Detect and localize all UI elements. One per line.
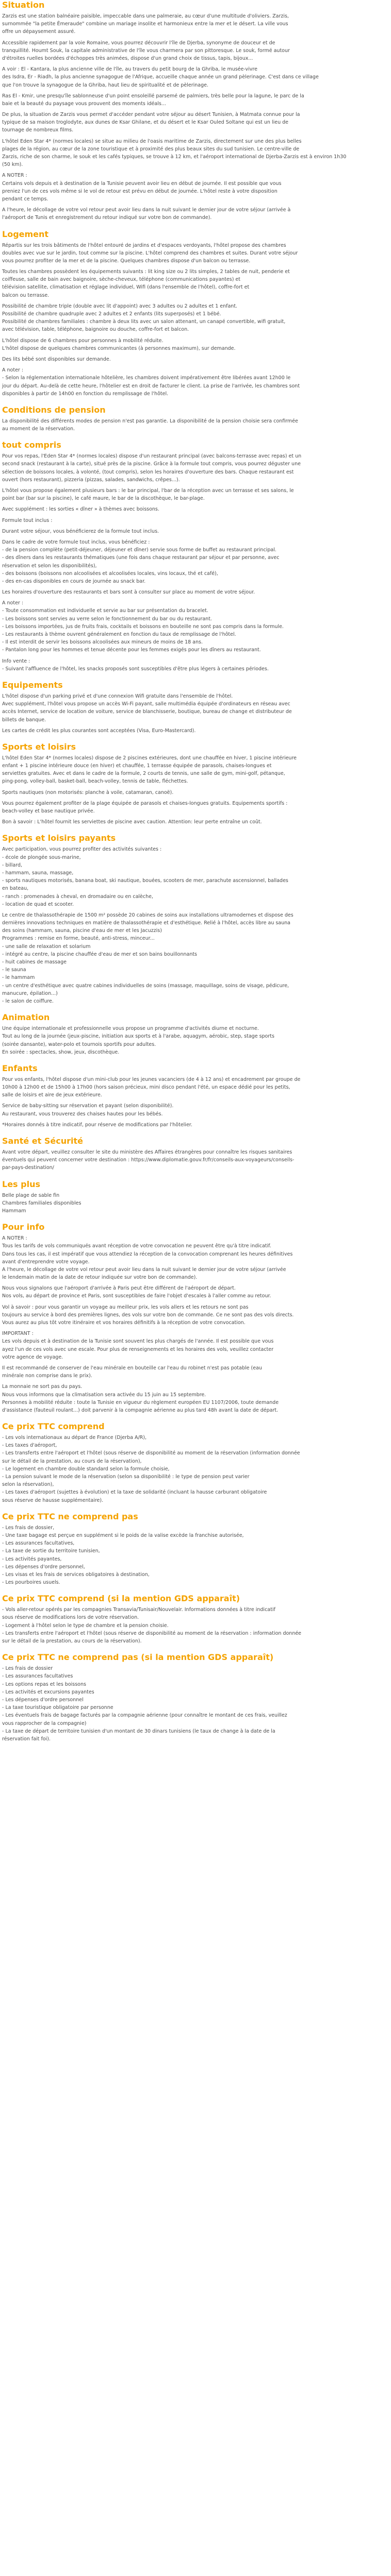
paragraph-line: en bateau, xyxy=(2,886,29,892)
section-paragraph xyxy=(2,1192,389,1215)
paragraph-line: Vous aurez au plus tôt votre itinéraire et vos horaires définitifs à la réception de votre convocation. xyxy=(2,1320,246,1326)
paragraph-line: télévision satellite, climatisation et réglage individuel, Wifi (dans l'ensemble de l'hôtel), coffre-fort et xyxy=(2,284,250,291)
paragraph-line: ayez l'un de ces vols avec une escale. Pour plus de renseignements et les horaires des vols, veuillez contacter xyxy=(2,1346,274,1352)
paragraph-line: - Les assurances facultatives xyxy=(2,1673,73,1680)
paragraph-line: des Isdra, Er - Riadh, la plus ancienne synagogue de l'Afrique, accueille chaque année un grand pèlerinage. C'est dans ce village xyxy=(2,74,319,80)
paragraph-line: - le hammam xyxy=(2,975,35,981)
paragraph-line: - location de quad et scooter. xyxy=(2,901,74,907)
paragraph-line: Nous vous informons que la climatisation sera activée du 15 juin au 15 septembre. xyxy=(2,1392,206,1398)
section-paragraph xyxy=(2,1234,389,1281)
paragraph-line: - ranch : promenades à cheval, en dromadaire ou en calèche, xyxy=(2,893,153,900)
section-title: Conditions de pension xyxy=(2,404,106,415)
paragraph-line: Possibilité de chambre triple (double avec lit d'appoint) avec 3 adultes ou 2 adultes et 1 enfant. xyxy=(2,303,238,309)
paragraph-line: - de la pension complète (petit-déjeuner, déjeuner et dîner) servie sous forme de buffet au restaurant principal. xyxy=(2,547,276,553)
paragraph-line: par-pays-destination/ xyxy=(2,1165,54,1171)
paragraph-line: Les vols depuis et à destination de la Tunisie sont souvent les plus chargés de l'année. Il est possible que vous xyxy=(2,1338,274,1345)
paragraph-line: Hammam xyxy=(2,1208,26,1214)
paragraph-line: surnommée "la petite Émeraude" combine un mariage insolite et harmonieux entre la mer et le désert. La ville vous xyxy=(2,21,288,27)
section-paragraph xyxy=(2,337,389,352)
paragraph-line: - Toute consommation est individuelle et servie au bar sur présentation du bracelet. xyxy=(2,608,208,614)
paragraph-line: Possibilité de chambre quadruple avec 2 adultes et 2 enfants (lits superposés) et 1 bébé. xyxy=(2,311,221,317)
paragraph-line: - Les pourboires usuels. xyxy=(2,1580,60,1586)
section-paragraph xyxy=(2,1102,389,1117)
paragraph-line: salle de loisirs et aire de jeux extérieure. xyxy=(2,1092,102,1098)
paragraph-line: Certains vols depuis et à destination de la Tunisie peuvent avoir lieu en début de journée. Il est possible que vous xyxy=(2,180,282,187)
paragraph-line: Avec supplément, l'hôtel vous propose un accès Wi-Fi payant, salle multimédia équipée d'ordinateurs en réseau avec xyxy=(2,701,290,707)
paragraph-line: - Les transferts entre l'aéroport et l'hôtel (sous réserve de disponibilité au moment de la réservation (information donnée xyxy=(2,1450,300,1456)
paragraph-line: - un centre d'esthétique avec quatre cabines individuelles de soins (massage, maquillage, soins de visage, pédicure, xyxy=(2,982,289,989)
section-title: Situation xyxy=(2,0,45,10)
paragraph-line: - La pension suivant le mode de la réservation (selon sa disponibilité : le type de pension peut varier xyxy=(2,1474,250,1480)
paragraph-line: ping-pong, volley-ball, basket-ball, beach-volley, tennis de table, fléchettes. xyxy=(2,778,188,785)
paragraph-line: - huit cabines de massage xyxy=(2,959,67,965)
paragraph-line: votre agence de voyage. xyxy=(2,1354,63,1360)
paragraph-line: A voir : El - Kantara, la plus ancienne ville de l'île, au travers du petit bourg de la Ghriba, le musée-vivre xyxy=(2,66,257,73)
paragraph-line: - Les visas et les frais de services obligatoires à destination, xyxy=(2,1571,150,1578)
paragraph-line: Pour vos repas, l'Eden Star 4* (normes locales) dispose d'un restaurant principal (avec balcons-terrasse avec repas) et un xyxy=(2,453,302,460)
paragraph-line: Personnes à mobilité réduite : toute la Tunisie en vigueur du règlement européen EU 1107/2006, toute demande xyxy=(2,1399,279,1405)
section-paragraph xyxy=(2,39,389,63)
section-paragraph xyxy=(2,1303,389,1327)
paragraph-line: toujours au service à bord des premières lignes, des vols sur votre bon de commande. Ce ne sont pas des vols directs. xyxy=(2,1312,294,1318)
section-paragraph xyxy=(2,487,389,502)
paragraph-line: billets de banque. xyxy=(2,717,46,723)
section-paragraph xyxy=(2,789,389,796)
paragraph-line: beach-volley et base nautique privée. xyxy=(2,808,95,814)
paragraph-line: accès Internet, service de location de voiture, service de blanchisserie, boutique, bureau de change et distributeur de xyxy=(2,709,292,715)
paragraph-line: sous réserve de modifications lors de votre réservation. xyxy=(2,1615,139,1621)
paragraph-line: - Les options repas et les boissons xyxy=(2,1681,86,1687)
section-title: Sports et loisirs payants xyxy=(2,833,116,843)
section-paragraph xyxy=(2,138,389,169)
paragraph-line: Avant votre départ, veuillez consulter le site du ministère des Affaires étrangères pour connaître les risques sanitaires xyxy=(2,1149,292,1155)
section-title: Animation xyxy=(2,1012,50,1023)
section-paragraph xyxy=(2,452,389,484)
paragraph-line: second snack (restaurant à la carte), situé près de la piscine. Grâce à la formule tout compris, vous pourrez déguster une xyxy=(2,461,301,467)
paragraph-line: au moment de la réservation. xyxy=(2,426,75,432)
paragraph-line: jour du départ. Au-delà de cette heure, l'hôtelier est en droit de facturer le client. La prise de l'arrivée, les chambres sont xyxy=(2,383,300,389)
paragraph-line: Bon à savoir : L'hôtel fournit les serviettes de piscine avec caution. Attention: leur perte entraîne un coût. xyxy=(2,819,262,825)
paragraph-line: - La taxe de sortie du territoire tunisien, xyxy=(2,1548,100,1554)
paragraph-line: Durant votre séjour, vous bénéficierez de la formule tout inclus. xyxy=(2,528,159,534)
paragraph-line: - Les transferts entre l'aéroport et l'hôtel (sous réserve de disponibilité au moment de la réservation : information donnée xyxy=(2,1630,302,1636)
paragraph-line: selon la réservation), xyxy=(2,1482,54,1488)
paragraph-line: ouvert (hors restaurant), pizzeria (pizzas, salades, sandwichs, crêpes...). xyxy=(2,477,180,483)
section-title: Santé et Sécurité xyxy=(2,1136,83,1146)
section-paragraph xyxy=(2,692,389,724)
paragraph-line: - des en-cas disponibles en cours de journée au snack bar. xyxy=(2,578,146,584)
section-title: Ce prix TTC comprend xyxy=(2,1421,105,1432)
section-paragraph xyxy=(2,111,389,134)
paragraph-line: - La taxe de départ de territoire tunisien d'un montant de 30 dinars tunisiens (le taux de change à la date de la xyxy=(2,1728,275,1734)
section-title: Enfants xyxy=(2,1063,38,1073)
section-paragraph xyxy=(2,92,389,108)
paragraph-line: Répartis sur les trois bâtiments de l'hôtel entouré de jardins et d'espaces verdoyants, l'hôtel propose des chambres xyxy=(2,242,286,248)
section-paragraph xyxy=(2,1121,389,1129)
section-paragraph xyxy=(2,65,389,89)
section-title: Ce prix TTC comprend (si la mention GDS apparaît) xyxy=(2,1594,240,1604)
paragraph-line: - Les dépenses d'ordre personnel, xyxy=(2,1564,85,1570)
paragraph-line: - le sauna xyxy=(2,967,26,973)
paragraph-line: Info vente : xyxy=(2,658,30,664)
paragraph-line: Toutes les chambres possèdent les équipements suivants : lit king size ou 2 lits simples, 2 tables de nuit, penderie et xyxy=(2,269,290,275)
paragraph-line: - Selon la réglementation internationale hôtelière, les chambres doivent impérativement être libérées avant 12h00 le xyxy=(2,375,291,381)
paragraph-line: - Les taxes d'aéroport (sujettes à évolution) et la taxe de solidarité (incluant la hausse carburant obligatoire xyxy=(2,1489,267,1496)
paragraph-line: plages de la région, au cœur de la zone touristique et à proximité des plus beaux sites du sud tunisien. Le centre-ville de xyxy=(2,146,300,152)
paragraph-line: 10h00 à 12h00 et de 15h00 à 17h00 (hors saison précieux, mini disco pendant l'été, un espace dédié pour les petits, xyxy=(2,1084,290,1091)
paragraph-line: Ras El - Kmir, une presqu'île sablonneuse d'un point ensoleillé parsemé de palmiers, très belle pour la lagune, le parc de la xyxy=(2,93,304,99)
paragraph-line: - billard, xyxy=(2,862,23,868)
paragraph-line: sous réserve de hausse supplémentaire). xyxy=(2,1497,104,1503)
paragraph-line: - des boissons (boissons non alcoolisées et alcoolisées locales, vins locaux, thé et café), xyxy=(2,570,218,577)
paragraph-line: serviettes gratuites. Avec et dans le cadre de la formule, 2 courts de tennis, une salle de gym, mini-golf, pétanque, xyxy=(2,771,285,777)
paragraph-line: avant d'entreprendre votre voyage. xyxy=(2,1259,90,1265)
paragraph-line: - Les frais de dossier, xyxy=(2,1524,55,1531)
paragraph-line: - le salon de coiffure. xyxy=(2,998,54,1004)
section-paragraph xyxy=(2,1434,389,1504)
section-title: Sports et loisirs xyxy=(2,741,76,752)
section-paragraph xyxy=(2,268,389,299)
paragraph-line: le lendemain matin de la date de retour indiquée sur votre bon de commande). xyxy=(2,1275,198,1281)
section-paragraph xyxy=(2,800,389,815)
section-title: Logement xyxy=(2,229,49,239)
paragraph-line: - Les boissons sont servies au verre selon le fonctionnement du bar ou du restaurant. xyxy=(2,616,212,622)
paragraph-line: Les cartes de crédit les plus courantes sont acceptées (Visa, Euro-Mastercard). xyxy=(2,727,196,734)
paragraph-line: disponibles à partir de 14h00 en fonction du remplissage de l'hôtel. xyxy=(2,391,169,397)
paragraph-line: - Logement à l'hôtel selon le type de chambre et la pension choisie. xyxy=(2,1622,169,1629)
paragraph-line: Au restaurant, vous trouverez des chaises hautes pour les bébés. xyxy=(2,1111,163,1117)
paragraph-line: Zarzis est une station balnéaire paisible, impeccable dans une palmeraie, au cœur d'une multitude d'oliviers. Zarzis, xyxy=(2,13,289,19)
section-paragraph xyxy=(2,417,389,433)
paragraph-line: balcon ou terrasse. xyxy=(2,292,50,298)
paragraph-line: Le centre de thalassothérapie de 1500 m² possède 20 cabines de soins aux installations ultramodernes et dispose des xyxy=(2,912,294,918)
paragraph-line: doubles avec vue sur le jardin, tout comme sur la piscine. L'hôtel comprend des chambres et suites. Durant votre séjour xyxy=(2,250,298,256)
paragraph-line: manucure, épilation...) xyxy=(2,990,58,996)
paragraph-line: Sports nautiques (non motorisés: planche à voile, catamaran, canoë). xyxy=(2,789,174,795)
paragraph-line: - Les boissons importées, jus de fruits frais, cocktails et boissons en bouteille ne sont pas compris dans la formule. xyxy=(2,623,284,630)
section-paragraph xyxy=(2,727,389,735)
paragraph-line: Vol à savoir : pour vous garantir un voyage au meilleur prix, les vols allers et les retours ne sont pas xyxy=(2,1304,249,1310)
paragraph-line: l'aéroport de Tunis et enregistrement du retour indiqué sur votre bon de commande). xyxy=(2,215,212,221)
paragraph-line: Il est recommandé de conserver de l'eau minérale en bouteille car l'eau du robinet n'est pas potable (eau xyxy=(2,1365,262,1371)
paragraph-line: (50 km). xyxy=(2,162,23,168)
paragraph-line: d'assistance (fauteuil roulant...) doit parvenir à la compagnie aérienne au plus tard 48h avant la date de départ. xyxy=(2,1407,279,1413)
paragraph-line: L'hôtel dispose de quelques chambres communicantes (à personnes maximum), sur demande. xyxy=(2,345,236,351)
paragraph-line: Nous vous signalons que l'aéroport d'arrivée à Paris peut être différent de l'aéroport de départ. xyxy=(2,1285,236,1292)
paragraph-line: L'hôtel vous propose également plusieurs bars : le bar principal, l'bar de la réception avec un terrasse et ses salons, le xyxy=(2,488,294,494)
paragraph-line: vous rapprocher de la compagnie) xyxy=(2,1720,87,1726)
paragraph-line: éventuels qui peuvent concerner votre destination : https://www.diplomatie.gouv.fr/fr/conseils-aux-voyageurs/conseils- xyxy=(2,1157,295,1163)
paragraph-line: Des lits bébé sont disponibles sur demande. xyxy=(2,356,111,362)
section-paragraph xyxy=(2,599,389,654)
section-title: Ce prix TTC ne comprend pas xyxy=(2,1511,138,1521)
section-paragraph xyxy=(2,172,389,203)
paragraph-line: Service de baby-sitting sur réservation et payant (selon disponibilité). xyxy=(2,1103,174,1109)
paragraph-line: A NOTER : xyxy=(2,1235,27,1242)
section-paragraph xyxy=(2,1665,389,1743)
paragraph-line: Possibilité de chambres familiales : chambre à deux lits avec un salon attenant, un canapé convertible, wifi gratuit, xyxy=(2,319,286,325)
section-title: Les plus xyxy=(2,1179,40,1189)
paragraph-line: L'hôtel Eden Star 4* (normes locales) dispose de 2 piscines extérieures, dont une chauffée en hiver, 1 piscine intérieure xyxy=(2,755,297,761)
section-paragraph xyxy=(2,538,389,585)
paragraph-line: - Vols aller-retour opérés par les compagnies Transavia/Tunisair/Nouvelair. Informations données à titre indicatif xyxy=(2,1607,275,1613)
paragraph-line: minérale non comprise dans le prix). xyxy=(2,1373,92,1379)
section-paragraph xyxy=(2,517,389,524)
section-paragraph xyxy=(2,1364,389,1380)
paragraph-line: L'hôtel dispose d'un parking privé et d'une connexion Wifi gratuite dans l'ensemble de l'hôtel. xyxy=(2,693,233,699)
section-paragraph xyxy=(2,366,389,398)
paragraph-line: - Les assurances facultatives, xyxy=(2,1540,75,1547)
paragraph-line: - Suivant l'affluence de l'hôtel, les snacks proposés sont susceptibles d'être plus légers à certaines périodes. xyxy=(2,666,269,672)
section-title: Equipements xyxy=(2,680,63,690)
paragraph-line: Tout au long de la journée (jeux-piscine, initiation aux sports et à l'arabe, aquagym, aérobic, step, stage sports xyxy=(2,1033,274,1040)
paragraph-line: Zarzis, riche de son charme, le souk et les cafés typiques, se trouve à 12 km, et l'aéroport international de Djerba-Zarzis est à environ 1h30 xyxy=(2,154,347,160)
paragraph-line: - Les frais de dossier xyxy=(2,1666,53,1672)
section-paragraph xyxy=(2,754,389,786)
paragraph-line: d'étroites ruelles bordées d'échoppes très animées, dispose d'un grand choix de tissus, tapis, bijoux... xyxy=(2,55,253,61)
paragraph-line: - école de plongée sous-marine, xyxy=(2,854,81,860)
paragraph-line: Belle plage de sable fin xyxy=(2,1192,60,1198)
paragraph-line: L'hôtel dispose de 6 chambres pour personnes à mobilité réduite. xyxy=(2,337,164,344)
paragraph-line: - La taxe touristique obligatoire par personne xyxy=(2,1705,113,1711)
section-paragraph xyxy=(2,1606,389,1645)
paragraph-line: Dans le cadre de votre formule tout inclus, vous bénéficiez : xyxy=(2,539,150,545)
section-paragraph xyxy=(2,1383,389,1414)
paragraph-line: pendant ce temps. xyxy=(2,196,48,202)
paragraph-line: IMPORTANT : xyxy=(2,1331,34,1337)
paragraph-line: - des dîners dans les restaurants thématiques (une fois dans chaque restaurant par séjour et par personne, avec xyxy=(2,555,280,561)
section-paragraph xyxy=(2,355,389,363)
paragraph-line: tranquillité. Houmt Souk, la capitale administrative de l'île vous charmera par son pittoresque. Le souk, formé autour xyxy=(2,47,290,54)
paragraph-line: Accessible rapidement par la voie Romaine, vous pourrez découvrir l'île de Djerba, synonyme de douceur et de xyxy=(2,40,275,46)
paragraph-line: typique de sa maison troglodyte, aux dunes de Ksar Ghilane, et du désert et le Ksar Ouled Soltane qui est un lieu de xyxy=(2,120,288,126)
section-paragraph xyxy=(2,911,389,1005)
section-paragraph xyxy=(2,12,389,36)
paragraph-line: - Les restaurants à thème ouvrent généralement en fonction du taux de remplissage de l'hôtel. xyxy=(2,632,236,637)
paragraph-line: réservation fait foi). xyxy=(2,1736,51,1742)
paragraph-line: Formule tout inclus : xyxy=(2,517,53,523)
section-title: Pour info xyxy=(2,1222,45,1232)
paragraph-line: En soirée : spectacles, show, jeux, discothèque. xyxy=(2,1049,120,1055)
paragraph-line: - Une taxe bagage est perçue en supplément si le poids de la valise excède la franchise autorisée, xyxy=(2,1532,244,1538)
paragraph-line: sélection de boissons locales, à volonté, (tout compris), selon les horaires d'ouverture des bars. Chaque restaurant est xyxy=(2,469,294,475)
paragraph-line: avec télévision, table, téléphone, baignoire ou douche, coffre-fort et balcon. xyxy=(2,327,189,333)
paragraph-line: - Les activités payantes, xyxy=(2,1556,62,1562)
section-title: Ce prix TTC ne comprend pas (si la mention GDS apparaît) xyxy=(2,1652,274,1663)
section-paragraph xyxy=(2,588,389,596)
paragraph-line: A l'heure, le décollage de votre vol retour peut avoir lieu dans la nuit suivant le dernier jour de votre séjour (arrivée à xyxy=(2,207,291,213)
paragraph-line: preniez l'un de ces vols même si le vol de retour est prévu en début de journée. L'hôtel reste à votre disposition xyxy=(2,188,278,194)
paragraph-line: - Il est interdit de servir les boissons alcoolisées aux mineurs de moins de 18 ans. xyxy=(2,639,203,646)
paragraph-line: *Horaires donnés à titre indicatif, pour réserve de modifications par l'hôtelier. xyxy=(2,1122,192,1128)
section-paragraph xyxy=(2,1148,389,1172)
paragraph-line: dernières innovations techniques en matière de thalassothérapie et d'esthétique. Relié à l'hôtel, accès libre au sauna xyxy=(2,920,290,926)
paragraph-line: Dans tous les cas, il est impératif que vous attendiez la réception de la convocation comprenant les heures définitives xyxy=(2,1251,293,1257)
paragraph-line: L'hôtel Eden Star 4* (normes locales) se situe au milieu de l'oasis maritime de Zarzis, directement sur une des plus belles xyxy=(2,138,302,144)
paragraph-line: - Pantalon long pour les hommes et tenue décente pour les femmes exigés pour les dîners au restaurant. xyxy=(2,647,261,653)
paragraph-line: des soins (hammam, sauna, piscine d'eau de mer et les Jacuzzis) xyxy=(2,928,162,934)
paragraph-line: A NOTER : xyxy=(2,173,27,179)
paragraph-line: - Les taxes d'aéroport, xyxy=(2,1443,57,1449)
paragraph-line: coiffeuse, salle de bain avec baignoire, sèche-cheveux, téléphone (communications payantes) et xyxy=(2,277,240,283)
paragraph-line: Programmes : remise en forme, beauté, anti-stress, minceur... xyxy=(2,936,155,942)
section-paragraph xyxy=(2,657,389,673)
section-paragraph xyxy=(2,818,389,826)
paragraph-line: Une équipe internationale et professionnelle vous propose un programme d'activités diurne et nocturne. xyxy=(2,1026,259,1032)
section-paragraph xyxy=(2,528,389,535)
paragraph-line: Avec supplément : les sorties « dîner » à thèmes avec boissons. xyxy=(2,506,159,513)
paragraph-line: - hammam, sauna, massage, xyxy=(2,870,74,876)
paragraph-line: Tous les tarifs de vols communiqués avant réception de votre convocation ne peuvent être qu'à titre indicatif. xyxy=(2,1243,271,1249)
paragraph-line: (soirée dansante), water-polo et tournois sportifs pour adultes. xyxy=(2,1041,156,1047)
paragraph-line: enfant + 1 piscine intérieure douce (en hiver) et chauffée, 1 terrasse équipée de parasols, chaises-longues et xyxy=(2,763,272,769)
paragraph-line: que l'on trouve la synagogue de la Ghriba, haut lieu de spiritualité et de pèlerinage. xyxy=(2,82,209,88)
section-paragraph xyxy=(2,505,389,513)
paragraph-line: Avec participation, vous pourrez profiter des activités suivantes : xyxy=(2,846,162,853)
paragraph-line: Chambres familiales disponibles xyxy=(2,1200,82,1206)
paragraph-line: A noter : xyxy=(2,600,24,606)
paragraph-line: tournage de nombreux films. xyxy=(2,127,74,133)
paragraph-line: Nos vols, au départ de province et Paris, sont susceptibles de faire l'objet d'escales à l'aller comme au retour. xyxy=(2,1293,271,1299)
paragraph-line: La monnaie ne sort pas du pays. xyxy=(2,1384,83,1390)
section-title: tout compris xyxy=(2,440,61,450)
paragraph-line: De plus, la situation de Zarzis vous permet d'accéder pendant votre séjour au désert Tunisien, à Matmata connue pour la xyxy=(2,112,300,118)
paragraph-line: point bar (bar sur la piscine), le café maure, le bar de la discothèque, le bar-plage. xyxy=(2,496,205,502)
section-paragraph xyxy=(2,242,389,265)
paragraph-line: - une salle de relaxation et solarium xyxy=(2,943,91,950)
paragraph-line: - Les vols internationaux au départ de France (Djerba A/R), xyxy=(2,1435,146,1441)
paragraph-line: baie et la beauté du paysage vous prouvent des moments idéals... xyxy=(2,100,166,107)
section-paragraph xyxy=(2,206,389,222)
section-paragraph xyxy=(2,1025,389,1056)
paragraph-line: sur le détail de la prestation, au cours de la réservation), xyxy=(2,1458,142,1464)
paragraph-line: La disponibilité des différents modes de pension n'est pas garantie. La disponibilité de la pension choisie sera confirmée xyxy=(2,418,298,424)
paragraph-line: A noter : xyxy=(2,367,24,374)
paragraph-line: - intégré au centre, la piscine chauffée d'eau de mer et son bains bouillonnants xyxy=(2,951,198,957)
section-paragraph xyxy=(2,1524,389,1587)
section-paragraph xyxy=(2,1330,389,1361)
paragraph-line: Les horaires d'ouverture des restaurants et bars sont à consulter sur place au moment de votre séjour. xyxy=(2,589,255,596)
paragraph-line: - Les activités et excursions payantes xyxy=(2,1689,94,1695)
paragraph-line: - Les éventuels frais de bagage facturés par la compagnie aérienne (pour connaître le montant de ces frais, veuillez xyxy=(2,1713,287,1719)
paragraph-line: - sports nautiques motorisés, banana boat, ski nautique, bouées, scooters de mer, parachute ascensionnel, ballades xyxy=(2,878,288,884)
paragraph-line: offre un dépaysement assuré. xyxy=(2,29,76,35)
paragraph-line: Pour vos enfants, l'hôtel dispose d'un mini-club pour les jeunes vacanciers (de 4 à 12 ans) et encadrement par groupe de xyxy=(2,1076,301,1082)
section-paragraph xyxy=(2,845,389,908)
section-paragraph xyxy=(2,1284,389,1300)
paragraph-line: vous pourrez profiter de la mer et de la piscine. Quelques chambres dispose d'un balcon ou terrasse. xyxy=(2,258,251,264)
section-paragraph xyxy=(2,1076,389,1099)
paragraph-line: A l'heure, le décollage de votre vol retour peut avoir lieu dans la nuit suivant le dernier jour de votre séjour (arrivée xyxy=(2,1266,286,1273)
section-paragraph xyxy=(2,302,389,334)
paragraph-line: - Le logement en chambre double standard selon la formule choisie, xyxy=(2,1466,170,1472)
paragraph-line: réservation et selon les disponibilités), xyxy=(2,563,97,569)
paragraph-line: sur le détail de la prestation, au cours de la réservation). xyxy=(2,1638,142,1644)
paragraph-line: Vous pourrez également profiter de la plage équipée de parasols et chaises-longues gratuits. Equipements sportifs : xyxy=(2,800,288,806)
paragraph-line: - Les dépenses d'ordre personnel xyxy=(2,1697,84,1703)
